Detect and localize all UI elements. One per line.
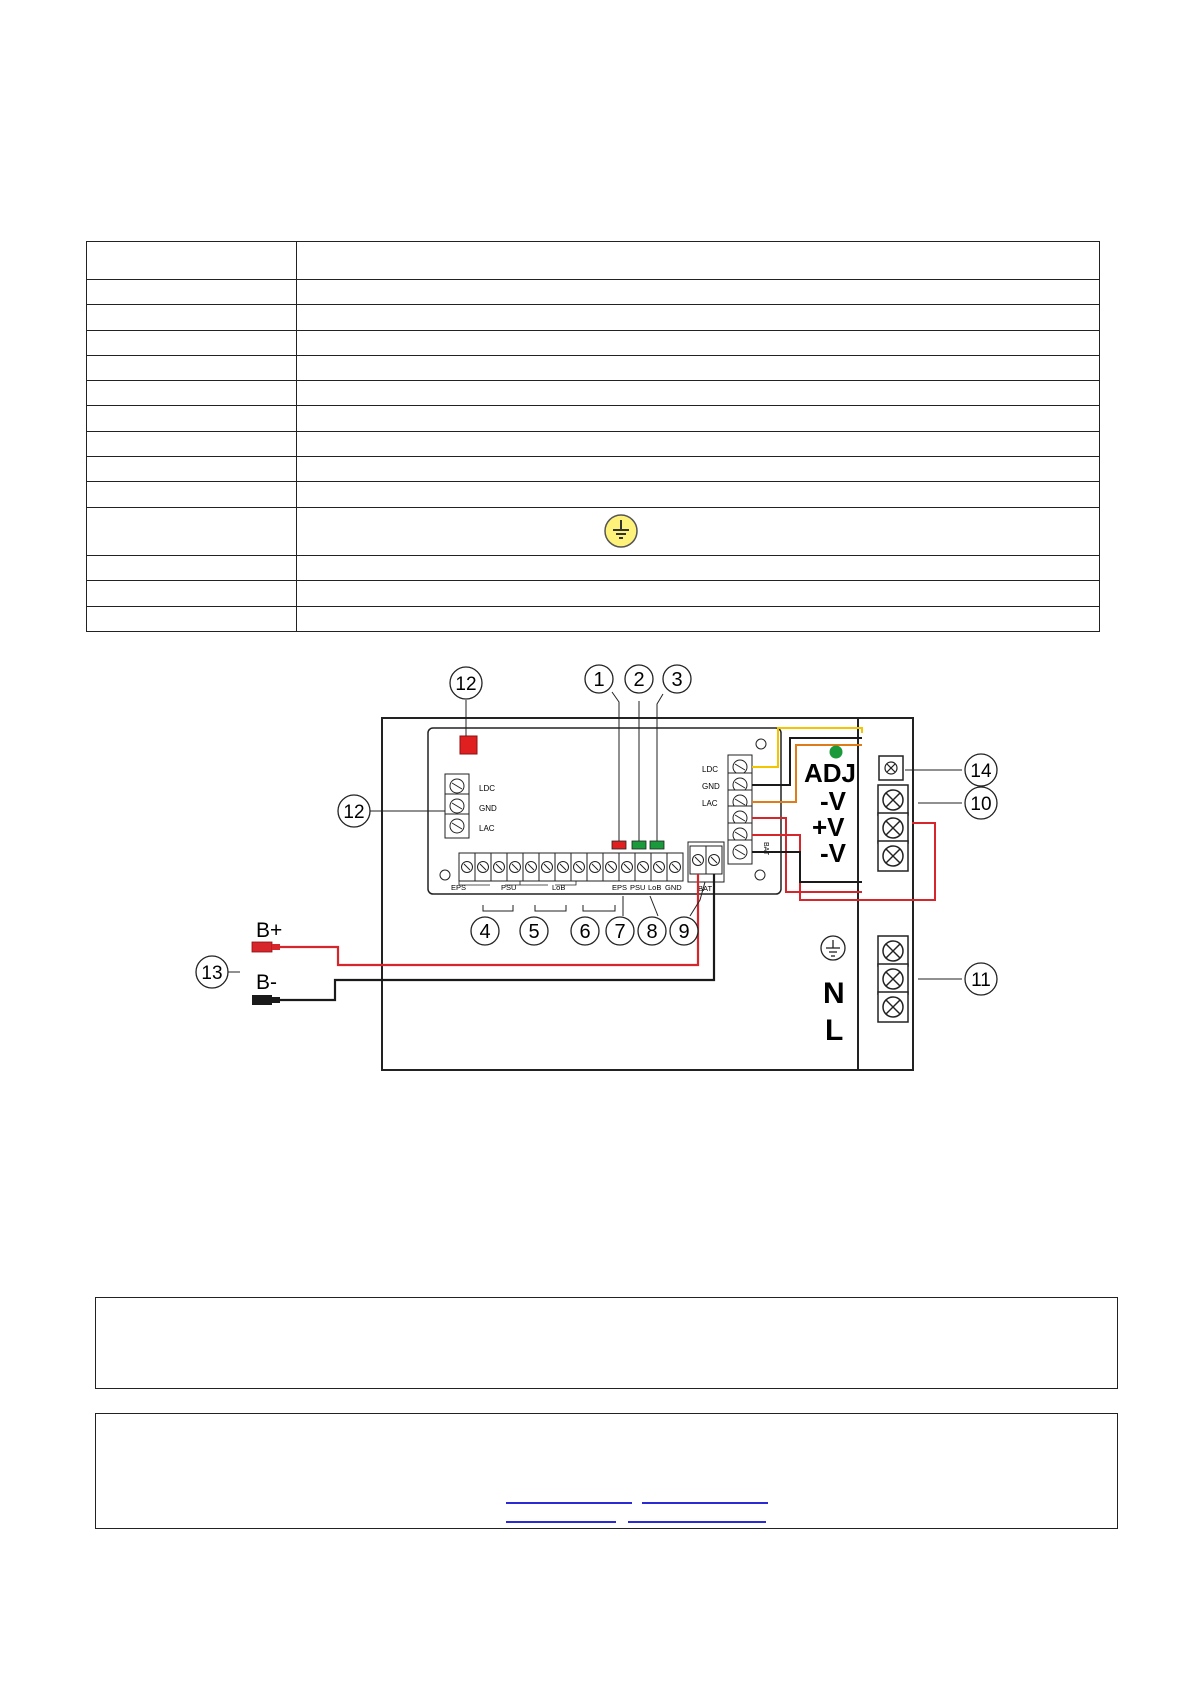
table-row [87, 381, 1100, 406]
svg-text:9: 9 [678, 921, 690, 943]
svg-text:2: 2 [633, 669, 645, 691]
table-row [87, 242, 1100, 280]
led-red [612, 841, 626, 849]
svg-text:10: 10 [970, 794, 992, 815]
mains-label: L [825, 1014, 844, 1047]
callout-9 [670, 917, 698, 945]
earth-ground-icon [604, 514, 638, 548]
table-row [87, 355, 1100, 380]
adj-screw [879, 756, 903, 780]
svg-text:11: 11 [971, 970, 991, 991]
led-green [650, 841, 664, 849]
output-terminals [878, 785, 908, 871]
earth-ground-icon [821, 936, 845, 960]
pcb-label: GND [479, 804, 497, 813]
callout-14 [965, 754, 997, 786]
pcb-label: PSU [630, 883, 646, 892]
table-row [87, 279, 1100, 304]
note-box [95, 1297, 1118, 1389]
parts-table [86, 241, 1100, 632]
callout-10 [965, 787, 997, 819]
pcb-label: PSU [501, 883, 517, 892]
contact-box [95, 1413, 1118, 1529]
link[interactable] [506, 1521, 616, 1523]
svg-text:3: 3 [671, 669, 683, 691]
table-row [87, 431, 1100, 456]
psu-label: -V [820, 838, 846, 868]
psu-label: ADJ [804, 758, 857, 788]
table-row [87, 556, 1100, 581]
svg-text:12: 12 [343, 802, 365, 823]
svg-text:4: 4 [479, 921, 491, 943]
svg-text:12: 12 [455, 674, 477, 695]
svg-text:5: 5 [528, 921, 540, 943]
battery-negative-connector [252, 995, 272, 1005]
table-row [87, 482, 1100, 507]
pcb-label: LoB [648, 883, 662, 892]
battery-negative-label: B- [256, 971, 277, 994]
table-row [87, 406, 1100, 431]
table-row [87, 330, 1100, 355]
callout-12 [338, 795, 370, 827]
pcb-label: LoB [552, 883, 566, 892]
table-row [87, 305, 1100, 330]
pcb-label: LDC [702, 765, 719, 774]
pcb-label: BAT [762, 842, 769, 856]
link[interactable] [506, 1502, 632, 1504]
svg-text:6: 6 [579, 921, 591, 943]
callout-5 [520, 917, 548, 945]
pcb-label: BAT [698, 884, 713, 893]
svg-text:1: 1 [593, 669, 605, 691]
table-row [87, 606, 1100, 631]
svg-text:14: 14 [970, 761, 992, 782]
mains-label: N [823, 977, 845, 1010]
callout-8 [638, 917, 666, 945]
psu-label: +V [812, 812, 845, 842]
pcb-label: LAC [702, 799, 718, 808]
table-row [87, 581, 1100, 606]
table-row [87, 457, 1100, 482]
callout-1 [585, 665, 613, 693]
svg-text:8: 8 [646, 921, 658, 943]
adj-potentiometer [830, 746, 843, 759]
callout-4 [471, 917, 499, 945]
link[interactable] [642, 1502, 768, 1504]
svg-text:13: 13 [201, 963, 223, 984]
wiring-diagram [0, 650, 1190, 1090]
led-green [632, 841, 646, 849]
callout-13 [196, 956, 228, 988]
bottom-terminal-strip [459, 853, 683, 881]
callout-12 [450, 667, 482, 699]
mains-terminals [878, 936, 908, 1022]
psu-label: -V [820, 786, 846, 816]
pcb-label: EPS [612, 883, 628, 892]
callout-7 [606, 917, 634, 945]
svg-text:7: 7 [614, 921, 626, 943]
battery-positive-label: B+ [256, 919, 283, 942]
jumper [460, 736, 477, 754]
callout-6 [571, 917, 599, 945]
table-row [87, 507, 1100, 555]
pcb-label: EPS [451, 883, 467, 892]
link[interactable] [628, 1521, 766, 1523]
pcb-label: GND [702, 782, 720, 791]
pcb-label: LDC [479, 784, 496, 793]
callout-3 [663, 665, 691, 693]
pcb-label: LAC [479, 824, 495, 833]
battery-positive-connector [252, 942, 272, 952]
pcb-label: GND [665, 883, 682, 892]
callout-2 [625, 665, 653, 693]
callout-11 [965, 963, 997, 995]
